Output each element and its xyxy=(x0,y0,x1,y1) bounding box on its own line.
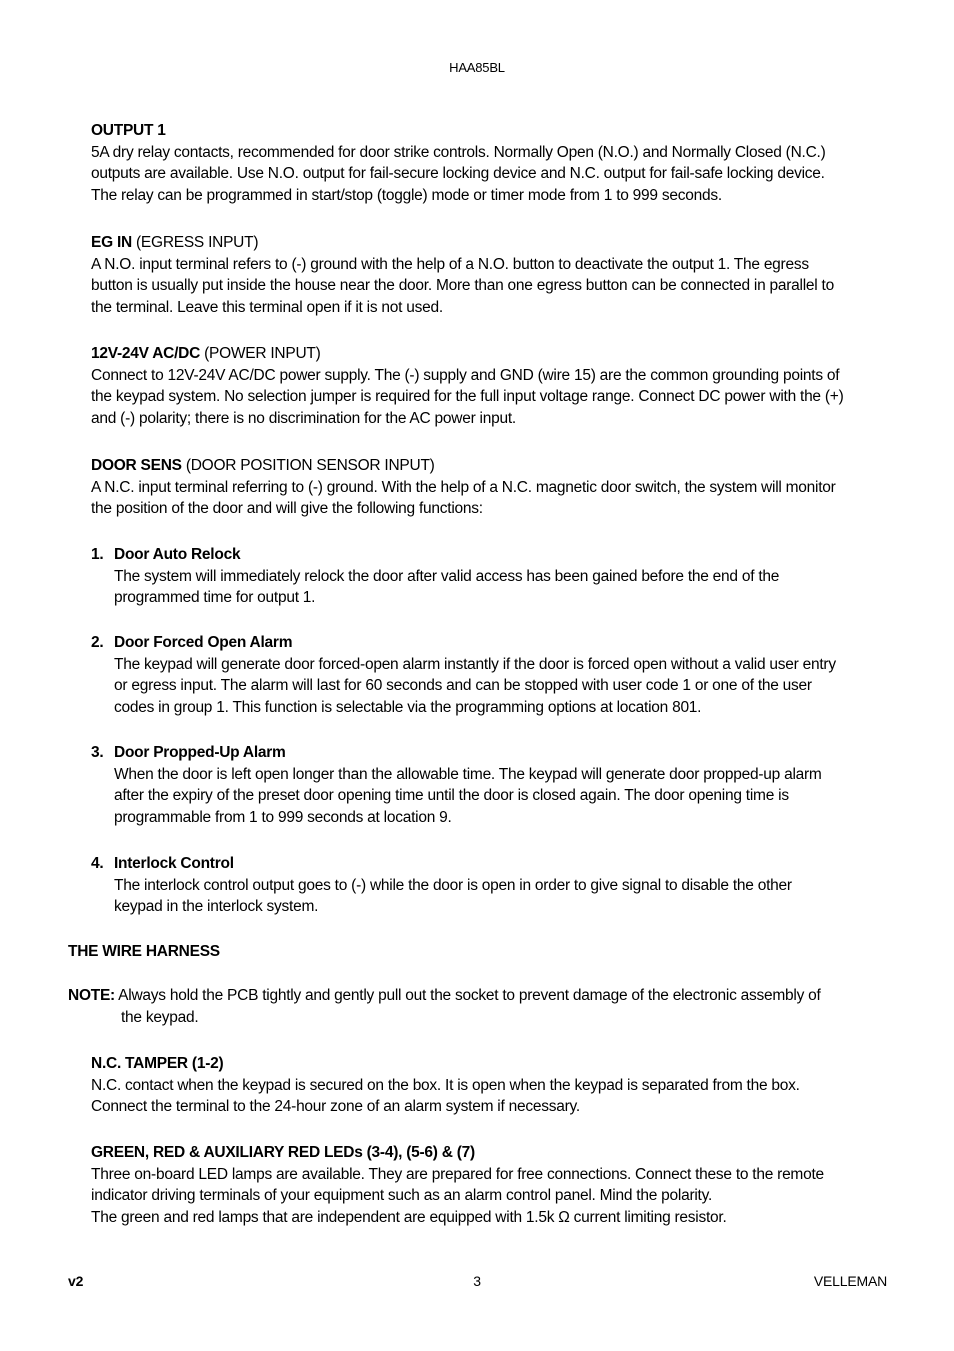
section-output-1 xyxy=(91,120,891,206)
list-item-title xyxy=(91,853,891,875)
paragraph-line: A N.O. input terminal refers to (-) ground with the help of a N.O. button to deactivate the output 1. The egress xyxy=(91,255,809,273)
paragraph-line: or egress input. The alarm will last for 60 seconds and can be stopped with user code 1 or one of the user xyxy=(114,677,812,694)
section-title xyxy=(91,455,891,477)
section-title-bold: 12V-24V AC/DC xyxy=(91,345,201,362)
paragraph-line: after the expiry of the preset door opening time until the door is closed again. The door opening time is xyxy=(114,787,789,804)
note-block xyxy=(68,985,888,1028)
list-number: 3. xyxy=(91,744,104,761)
paragraph-line: and (-) polarity; there is no discrimination for the AC power input. xyxy=(91,409,516,427)
footer-brand: VELLEMAN xyxy=(813,1273,887,1289)
wire-harness-heading: THE WIRE HARNESS xyxy=(68,943,220,960)
section-title-plain: (EGRESS INPUT) xyxy=(131,234,259,251)
paragraph-line: codes in group 1. This function is selectable via the programming options at location 801. xyxy=(114,698,702,716)
paragraph-line: outputs are available. Use N.O. output for fail-secure locking device and N.C. output for fail-safe locking device. xyxy=(91,165,825,182)
section-egress-input xyxy=(91,232,891,318)
list-title-text: Door Propped-Up Alarm xyxy=(114,744,286,761)
document-code: HAA85BL xyxy=(449,60,505,75)
note-text: Always hold the PCB tightly and gently pull out the socket to prevent damage of the electronic assembly of xyxy=(114,987,821,1004)
paragraph-line: The system will immediately relock the door after valid access has been gained before the end of the xyxy=(114,567,780,585)
section-title: GREEN, RED & AUXILIARY RED LEDs (3-4), (5-6) & (7) xyxy=(91,1144,475,1161)
section-title xyxy=(91,232,891,254)
paragraph-line: Three on-board LED lamps are available. They are prepared for free connections. Connect these to the remote xyxy=(91,1165,824,1183)
section-title: N.C. TAMPER (1-2) xyxy=(91,1055,224,1072)
paragraph-line: the position of the door and will give the following functions: xyxy=(91,500,483,517)
section-nc-tamper xyxy=(91,1053,891,1118)
section-title-bold: EG IN xyxy=(91,234,132,251)
list-title-text: Interlock Control xyxy=(114,855,234,872)
function-interlock-control xyxy=(91,853,891,918)
list-title-text: Door Forced Open Alarm xyxy=(114,634,293,651)
function-door-auto-relock xyxy=(91,544,891,609)
list-item-title xyxy=(91,544,891,566)
section-title: OUTPUT 1 xyxy=(91,122,166,139)
paragraph-line: keypad in the interlock system. xyxy=(114,898,319,915)
section-power-input xyxy=(91,343,891,429)
paragraph-line: the terminal. Leave this terminal open if it is not used. xyxy=(91,298,443,316)
list-item-title xyxy=(91,632,891,654)
paragraph-line: The interlock control output goes to (-) while the door is open in order to give signal to disable the other xyxy=(114,876,792,894)
list-number: 2. xyxy=(91,634,104,651)
list-number: 1. xyxy=(91,546,104,563)
footer-version: v2 xyxy=(68,1273,84,1289)
function-door-propped-up-alarm xyxy=(91,742,891,828)
list-item-title xyxy=(91,742,891,764)
section-title-plain: (DOOR POSITION SENSOR INPUT) xyxy=(181,457,435,474)
paragraph-line: button is usually put inside the house near the door. More than one egress button can be connected in parallel to xyxy=(91,277,834,294)
section-title-plain: (POWER INPUT) xyxy=(200,345,321,362)
list-number: 4. xyxy=(91,855,104,872)
paragraph-line: When the door is left open longer than the allowable time. The keypad will generate door propped-up alarm xyxy=(114,765,822,783)
paragraph-line: indicator driving terminals of your equipment such as an alarm control panel. Mind the polarity. xyxy=(91,1187,713,1204)
note-line xyxy=(68,985,888,1007)
paragraph-line: N.C. contact when the keypad is secured on the box. It is open when the keypad is separated from the box. xyxy=(91,1076,800,1094)
note-text-continued: the keypad. xyxy=(121,1008,199,1026)
section-door-sensor xyxy=(91,455,891,520)
paragraph-line: The relay can be programmed in start/stop (toggle) mode or timer mode from 1 to 999 seconds. xyxy=(91,186,722,204)
section-leds xyxy=(91,1142,891,1228)
paragraph-line: programmable from 1 to 999 seconds at location 9. xyxy=(114,808,452,826)
paragraph-line: the keypad system. No selection jumper is required for the full input voltage range. Connect DC power with the (+) xyxy=(91,388,844,405)
paragraph-line: The green and red lamps that are independent are equipped with 1.5k Ω current limiting resistor. xyxy=(91,1208,727,1226)
section-title-bold: DOOR SENS xyxy=(91,457,182,474)
footer-page-number: 3 xyxy=(473,1273,481,1289)
function-door-forced-open-alarm xyxy=(91,632,891,718)
paragraph-line: A N.C. input terminal referring to (-) ground. With the help of a N.C. magnetic door switch, the system will monitor xyxy=(91,478,836,496)
note-label: NOTE: xyxy=(68,987,115,1004)
paragraph-line: Connect the terminal to the 24-hour zone of an alarm system if necessary. xyxy=(91,1098,580,1115)
paragraph-line: The keypad will generate door forced-open alarm instantly if the door is forced open without a valid user entry xyxy=(114,655,836,673)
paragraph-line: programmed time for output 1. xyxy=(114,589,316,606)
list-title-text: Door Auto Relock xyxy=(114,546,241,563)
section-title xyxy=(91,343,891,365)
paragraph-line: 5A dry relay contacts, recommended for door strike controls. Normally Open (N.O.) and Normally Closed (N.C.) xyxy=(91,143,826,161)
paragraph-line: Connect to 12V-24V AC/DC power supply. The (-) supply and GND (wire 15) are the common grounding points of xyxy=(91,366,840,384)
